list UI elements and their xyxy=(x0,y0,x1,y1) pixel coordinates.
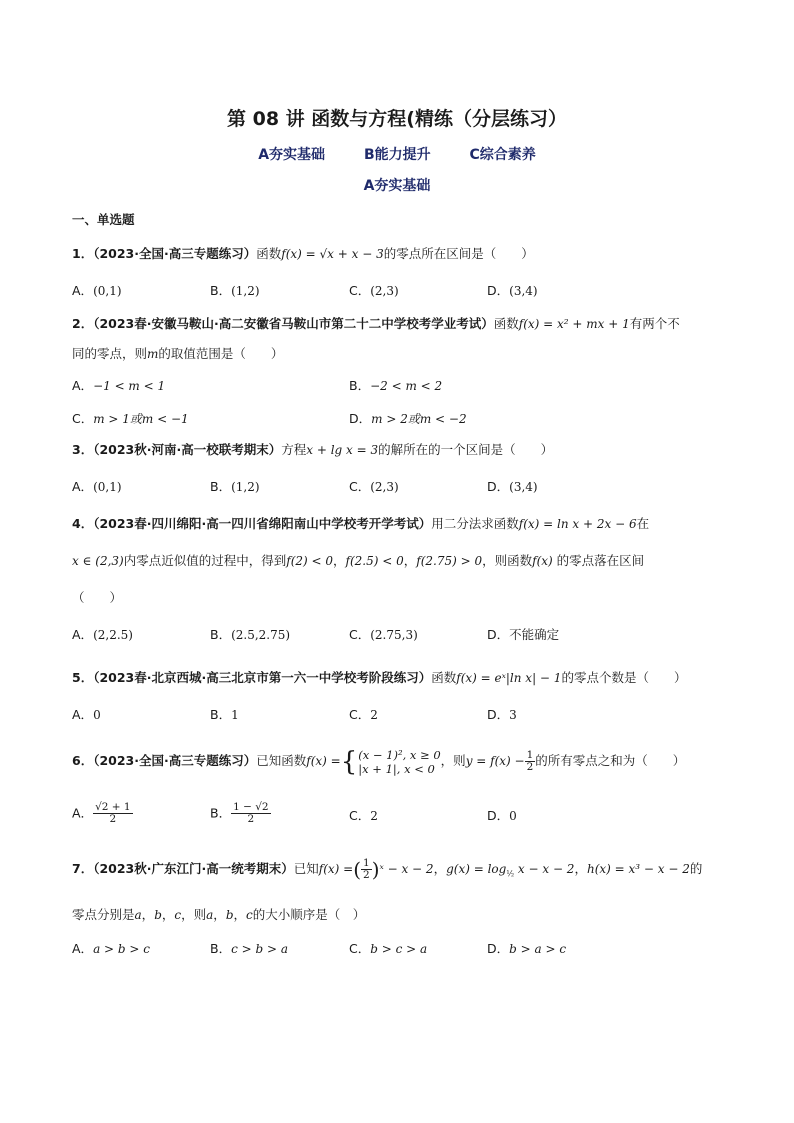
question-text: 用二分法求函数 xyxy=(431,516,519,531)
question-text: ，则 xyxy=(181,907,207,922)
option-d[interactable]: D．b > a > c xyxy=(487,941,567,956)
option-c[interactable]: C．(2,3) xyxy=(349,479,399,494)
math-expr: h(x) = x³ − x − 2 xyxy=(586,862,690,876)
option-d[interactable]: D．m > 2或m < −2 xyxy=(349,411,467,426)
nav-link-a[interactable]: A夯实基础 xyxy=(258,147,326,163)
math-expr: ˣ − x − 2 xyxy=(379,862,434,876)
question-text: ，则函数 xyxy=(482,553,533,568)
question-text: 的大小顺序是（ ） xyxy=(252,907,366,922)
question-text: 的解所在的一个区间是（ ） xyxy=(378,442,554,457)
question-7-line-2 xyxy=(72,907,365,923)
question-1 xyxy=(72,246,534,262)
question-number: 4． xyxy=(72,516,94,531)
question-source: （2023秋·河南·高一校联考期末） xyxy=(93,442,282,457)
option-b[interactable]: B．−2 < m < 2 xyxy=(349,378,443,393)
math-expr: x − x − 2 xyxy=(514,862,575,876)
question-source: （2023春·四川绵阳·高一四川省绵阳南山中学校考开学考试） xyxy=(93,516,432,531)
question-text: 的 xyxy=(689,861,703,876)
question-text: 方程 xyxy=(281,442,307,457)
question-text: 在 xyxy=(636,516,650,531)
question-text: 函数 xyxy=(493,316,519,331)
math-var: b xyxy=(154,908,162,922)
log-base: ½ xyxy=(506,869,515,879)
math-var: b xyxy=(225,908,234,922)
option-a[interactable]: A．a > b > c xyxy=(72,941,150,956)
math-expr: f(x) = √x + x − 3 xyxy=(281,247,384,261)
case-1: (x − 1)², x ≥ 0 xyxy=(358,747,441,762)
question-text: 已知 xyxy=(293,861,319,876)
question-4 xyxy=(72,516,649,532)
question-text: 零点分别是 xyxy=(72,907,135,922)
math-expr: x + lg x = 3 xyxy=(306,443,379,457)
question-2-line-2 xyxy=(72,346,283,362)
option-b[interactable]: B．(1,2) xyxy=(210,283,260,298)
question-number: 1． xyxy=(72,246,94,261)
section-title: 一、单选题 xyxy=(72,212,135,227)
math-var: a xyxy=(206,908,214,922)
case-2: |x + 1|, x < 0 xyxy=(358,761,435,776)
math-expr: f(2.5) < 0 xyxy=(345,554,404,568)
option-c[interactable]: C．m > 1或m < −1 xyxy=(72,411,189,426)
question-2 xyxy=(72,316,680,332)
question-number: 5． xyxy=(72,670,94,685)
question-text: 函数 xyxy=(256,246,282,261)
option-c[interactable]: C．(2.75,3) xyxy=(349,627,418,642)
question-number: 6． xyxy=(72,753,94,768)
question-source: （2023·全国·高三专题练习） xyxy=(93,753,257,768)
separator: ， xyxy=(161,907,175,922)
paren-open: ( xyxy=(353,857,362,882)
piecewise-cases xyxy=(358,748,440,776)
question-text: 已知函数 xyxy=(256,753,307,768)
question-source: （2023·全国·高三专题练习） xyxy=(93,246,257,261)
fraction-half: $\frac{1}{2}$ xyxy=(363,857,370,881)
piecewise-brace: { xyxy=(340,746,358,777)
option-a[interactable]: A．(0,1) xyxy=(72,283,122,298)
separator: ， xyxy=(433,861,447,876)
math-var: c xyxy=(174,908,182,922)
question-number: 7． xyxy=(72,861,94,876)
option-a[interactable]: A．−1 < m < 1 xyxy=(72,378,166,393)
question-text: 的所有零点之和为（ ） xyxy=(535,753,686,768)
option-d[interactable]: D．3 xyxy=(487,707,517,722)
option-d[interactable]: D．(3,4) xyxy=(487,283,538,298)
section-heading-a: A夯实基础 xyxy=(363,178,431,194)
question-4-line-2 xyxy=(72,553,644,569)
option-b[interactable]: B．1 xyxy=(210,707,239,722)
math-expr: x ∈ (2,3) xyxy=(72,554,124,568)
question-4-line-3: （ ） xyxy=(72,590,123,605)
question-text: 的取值范围是（ ） xyxy=(158,346,284,361)
page-title: 第 08 讲 函数与方程(精练（分层练习） xyxy=(227,108,567,130)
option-b[interactable]: B．(1,2) xyxy=(210,479,260,494)
separator: ， xyxy=(141,907,155,922)
nav-link-c[interactable]: C综合素养 xyxy=(469,147,536,163)
math-expr: f(2) < 0 xyxy=(286,554,334,568)
math-expr: y = f(x) − xyxy=(465,754,525,768)
separator: ， xyxy=(403,553,417,568)
option-a[interactable]: A． $\frac{√2 + 1}{2}$ xyxy=(72,801,131,825)
math-expr: f(x) xyxy=(532,554,553,568)
question-number: 3． xyxy=(72,442,94,457)
option-b[interactable]: B．c > b > a xyxy=(210,941,289,956)
question-number: 2． xyxy=(72,316,94,331)
math-expr: f(x) = x² + mx + 1 xyxy=(518,317,630,331)
question-3 xyxy=(72,442,553,458)
question-text: 的零点个数是（ ） xyxy=(561,670,687,685)
question-text: ，则 xyxy=(440,753,466,768)
question-6 xyxy=(72,746,685,776)
option-d[interactable]: D．不能确定 xyxy=(487,627,560,642)
separator: ， xyxy=(213,907,226,922)
paren-close: ) xyxy=(371,857,380,882)
level-nav xyxy=(0,144,794,164)
math-expr: f(x) = xyxy=(306,754,341,768)
option-d[interactable]: D．(3,4) xyxy=(487,479,538,494)
option-b[interactable]: B． $\frac{1 - √2}{2}$ xyxy=(210,801,269,825)
option-a[interactable]: A．(0,1) xyxy=(72,479,122,494)
option-b[interactable]: B．(2.5,2.75) xyxy=(210,627,291,642)
math-var: a xyxy=(134,908,142,922)
math-expr: f(x) = xyxy=(318,862,354,876)
question-source: （2023春·安徽马鞍山·高二安徽省马鞍山市第二十二中学校考学业考试） xyxy=(93,316,494,331)
option-c[interactable]: C．(2,3) xyxy=(349,283,399,298)
math-expr: f(2.75) > 0 xyxy=(416,554,483,568)
option-c[interactable]: C．2 xyxy=(349,808,378,823)
question-text: 函数 xyxy=(431,670,457,685)
fraction-half: $\frac{1}{2}$ xyxy=(526,749,534,773)
option-a[interactable]: A．(2,2.5) xyxy=(72,627,133,642)
question-text: 的零点所在区间是（ ） xyxy=(383,246,534,261)
option-c[interactable]: C．2 xyxy=(349,707,378,722)
nav-link-b[interactable]: B能力提升 xyxy=(363,147,431,163)
math-var: c xyxy=(246,908,253,922)
separator: ， xyxy=(333,553,346,568)
math-expr: f(x) = ln x + 2x − 6 xyxy=(518,517,637,531)
separator: ， xyxy=(233,907,247,922)
question-text: 有两个不 xyxy=(629,316,680,331)
question-text: 内零点近似值的过程中，得到 xyxy=(123,553,287,568)
question-text: 同的零点，则 xyxy=(72,346,148,361)
separator: ， xyxy=(574,861,587,876)
option-a[interactable]: A．0 xyxy=(72,707,101,722)
question-text: 的零点落在区间 xyxy=(552,553,645,568)
question-5 xyxy=(72,670,686,686)
math-expr: f(x) = eˣ|ln x| − 1 xyxy=(456,671,562,685)
question-7 xyxy=(72,856,702,888)
option-d[interactable]: D．0 xyxy=(487,808,517,823)
option-c[interactable]: C．b > c > a xyxy=(349,941,428,956)
math-expr: g(x) = log xyxy=(446,862,507,876)
question-source: （2023春·北京西城·高三北京市第一六一中学校考阶段练习） xyxy=(93,670,432,685)
question-source: （2023秋·广东江门·高一统考期末） xyxy=(93,861,294,876)
math-var: m xyxy=(147,347,159,361)
